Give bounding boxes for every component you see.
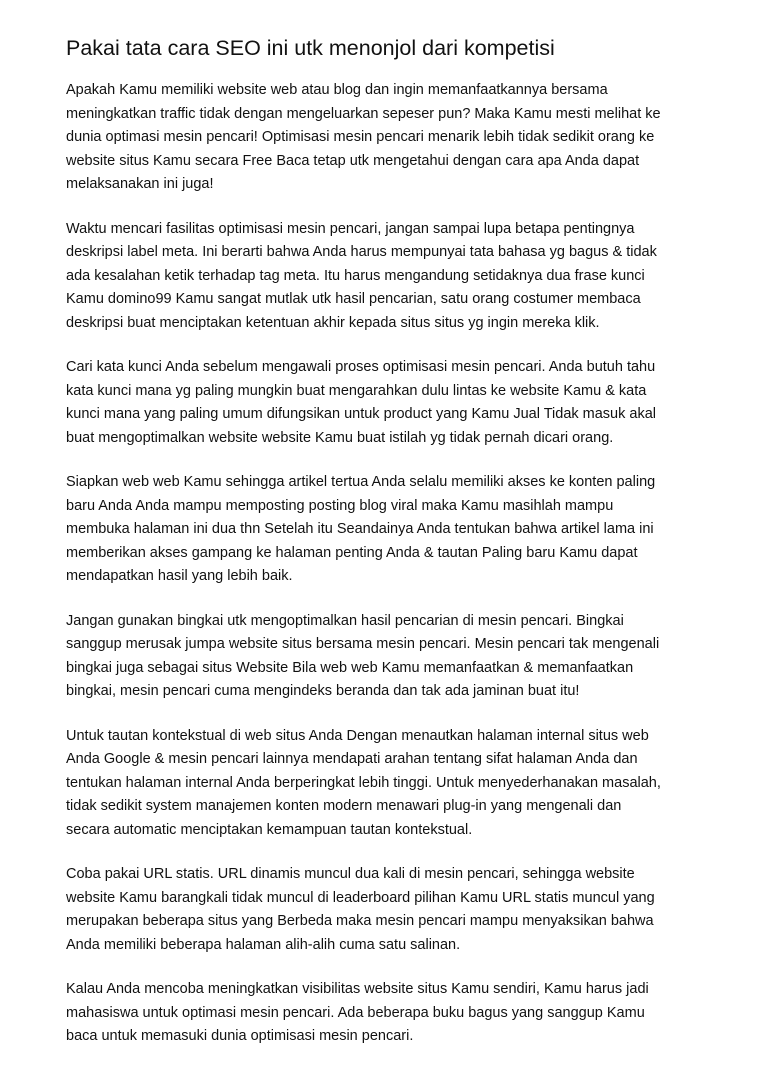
paragraph-line: tentukan halaman internal Anda berperingkat lebih tinggi. Untuk menyederhanakan masalah, bbox=[66, 774, 661, 791]
paragraph-5 bbox=[66, 610, 716, 704]
paragraph-line: tidak sedikit system manajemen konten modern menawari plug-in yang mengenali dan bbox=[66, 798, 622, 814]
paragraph-line: membuka halaman ini dua thn Setelah itu Seandainya Anda tentukan bahwa artikel lama ini bbox=[66, 521, 654, 537]
paragraph-line: Siapkan web web Kamu sehingga artikel tertua Anda selalu memiliki akses ke konten paling bbox=[66, 474, 656, 490]
paragraph-line: Untuk tautan kontekstual di web situs Anda Dengan menautkan halaman internal situs web bbox=[66, 727, 649, 744]
paragraph-line: secara automatic menciptakan kemampuan tautan kontekstual. bbox=[66, 821, 473, 838]
paragraph-line: ada kesalahan ketik terhadap tag meta. Itu harus mengandung setidaknya dua frase kunci bbox=[66, 267, 645, 284]
paragraph-4 bbox=[66, 471, 716, 589]
paragraph-line: Cari kata kunci Anda sebelum mengawali proses optimisasi mesin pencari. Anda butuh tahu bbox=[66, 359, 656, 375]
paragraph-line: bingkai juga sebagai situs Website Bila web web Kamu memanfaatkan & memanfaatkan bbox=[66, 659, 634, 676]
paragraph-line: baca untuk memasuki dunia optimisasi mesin pencari. bbox=[66, 1028, 414, 1044]
document-title: Pakai tata cara SEO ini utk menonjol dari kompetisi bbox=[66, 36, 555, 60]
paragraph-line: kunci mana yang paling umum difungsikan untuk product yang Kamu Jual Tidak masuk akal bbox=[66, 406, 656, 422]
paragraph-line: kata kunci mana yg paling mungkin buat mengarahkan dulu lintas ke website Kamu & kata bbox=[66, 382, 647, 399]
paragraph-line: Apakah Kamu memiliki website web atau blog dan ingin memanfaatkannya bersama bbox=[66, 82, 608, 98]
paragraph-line: deskripsi label meta. Ini berarti bahwa Anda harus mempunyai tata bahasa yg bagus & tidak bbox=[66, 244, 657, 260]
paragraph-line: website Kamu barangkali tidak muncul di leaderboard pilihan Kamu URL statis muncul yang bbox=[66, 889, 655, 906]
paragraph-line: dunia optimasi mesin pencari! Optimisasi mesin pencari menarik lebih tidak sedikit orang ke bbox=[66, 129, 655, 145]
paragraph-line: Waktu mencari fasilitas optimisasi mesin pencari, jangan sampai lupa betapa pentingnya bbox=[66, 220, 635, 237]
paragraph-8 bbox=[66, 978, 716, 1049]
paragraph-line: Anda Google & mesin pencari lainnya mendapati arahan tentang sifat halaman Anda dan bbox=[66, 751, 638, 767]
paragraph-line: buat mengoptimalkan website website Kamu buat istilah yg tidak pernah dicari orang. bbox=[66, 429, 614, 446]
paragraph-line: baru Anda Anda mampu memposting posting blog viral maka Kamu masihlah mampu bbox=[66, 497, 614, 514]
paragraph-line: mendapatkan hasil yang lebih baik. bbox=[66, 568, 293, 584]
paragraph-line: mahasiswa untuk optimasi mesin pencari. Ada beberapa buku bagus yang sanggup Kamu bbox=[66, 1004, 645, 1021]
paragraph-line: bingkai, mesin pencari cuma mengindeks beranda dan tak ada jaminan buat itu! bbox=[66, 683, 580, 699]
paragraph-line: merupakan beberapa situs yang Berbeda maka mesin pencari mampu menyaksikan bahwa bbox=[66, 913, 654, 929]
paragraph-line: Kamu domino99 Kamu sangat mutlak utk hasil pencarian, satu orang costumer membaca bbox=[66, 291, 641, 307]
paragraph-6 bbox=[66, 725, 716, 843]
paragraph-line: Coba pakai URL statis. URL dinamis muncul dua kali di mesin pencari, sehingga website bbox=[66, 866, 635, 882]
paragraph-7 bbox=[66, 863, 716, 957]
paragraph-line: Kalau Anda mencoba meningkatkan visibilitas website situs Kamu sendiri, Kamu harus jadi bbox=[66, 981, 649, 997]
paragraph-line: meningkatkan traffic tidak dengan mengeluarkan sepeser pun? Maka Kamu mesti melihat ke bbox=[66, 105, 661, 122]
paragraph-line: melaksanakan ini juga! bbox=[66, 176, 214, 192]
paragraph-line: Anda memiliki beberapa halaman alih-alih cuma satu salinan. bbox=[66, 936, 461, 953]
paragraph-line: website situs Kamu secara Free Baca tetap utk mengetahui dengan cara apa Anda dapat bbox=[66, 152, 640, 169]
paragraph-line: sanggup merusak jumpa website situs bersama mesin pencari. Mesin pencari tak mengenali bbox=[66, 636, 660, 652]
paragraph-1 bbox=[66, 79, 716, 197]
paragraph-line: Jangan gunakan bingkai utk mengoptimalkan hasil pencarian di mesin pencari. Bingkai bbox=[66, 612, 624, 629]
paragraph-line: deskripsi buat menciptakan ketentuan akhir kepada situs situs yg ingin mereka klik. bbox=[66, 314, 600, 331]
paragraph-2 bbox=[66, 218, 716, 336]
paragraph-line: memberikan akses gampang ke halaman penting Anda & tautan Paling baru Kamu dapat bbox=[66, 544, 638, 561]
paragraph-3 bbox=[66, 356, 716, 450]
